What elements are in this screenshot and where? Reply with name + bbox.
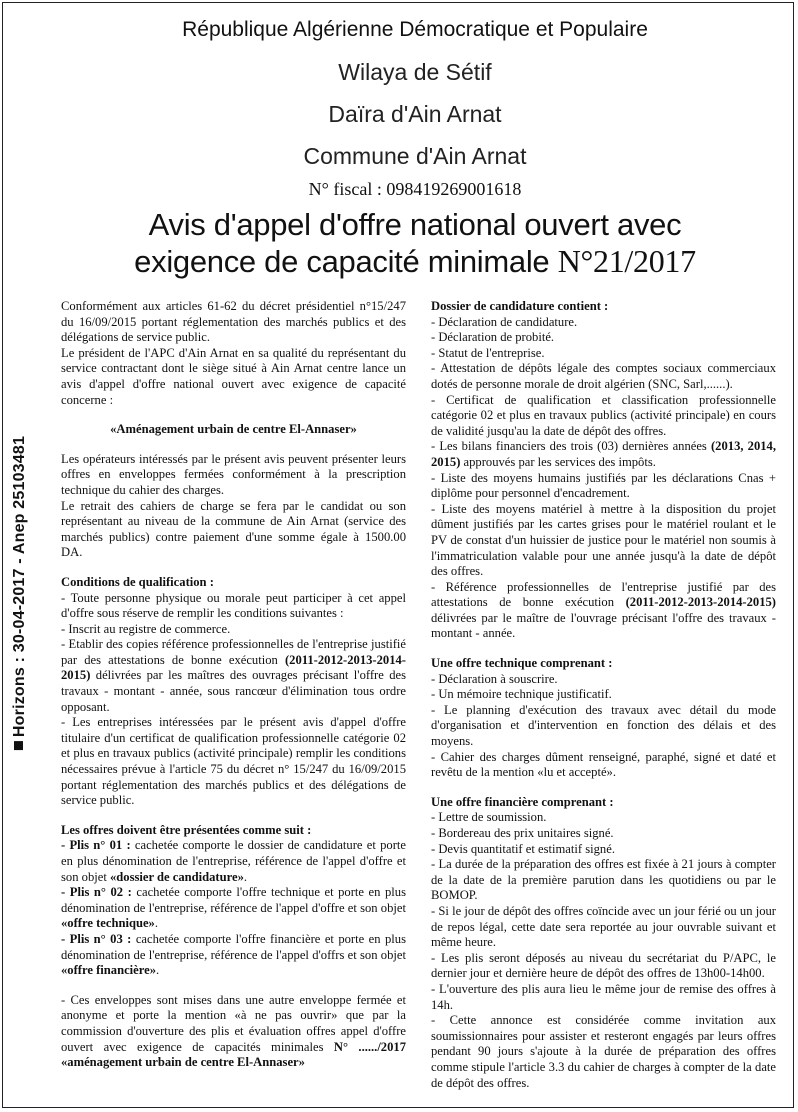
list-item: - La durée de la préparation des offres est fixée à 21 jours à compter de la date de la première parution dans les quotidiens ou par le BOMOP. [431,857,776,903]
list-item: - Liste des moyens matériel à mettre à la disposition du projet dûment justifiés par les cartes grises pour le matériel roulant et le PV de constat d'un huissier de justice pour le matériel non soumis à l'immatriculation valable pour une année jusqu'à la date de dépôt des offres. [431,501,776,579]
section-heading: Les offres doivent être présentées comme suit : [61,822,312,837]
fiscal-number: N° fiscal : 098419269001618 [308,179,522,199]
list-item: - Etablir des copies référence professionnelles de l'entreprise justifié par des attestations de bonne exécution (2011-2012-2013-2014-2015) délivrées par les maîtres des ouvrages précisant l'offre des travaux - montant - année, sous rancœur d'élimination tous ordre opposant. [61,637,406,714]
right-column [431,299,776,1091]
list-item: - Attestation de dépôts légale des comptes sociaux commerciaux dotés de personne morale de droit algérien (SNC, Sarl,......). [431,361,776,391]
list-item: - Les entreprises intéressées par le présent avis d'appel d'offre titulaire d'un certificat de qualification professionnelle catégorie 02 et plus en travaux publics (activité principale) remplir les conditions nécessaires prévue à l'article 75 du décret n° 15/247 du 16/09/2015 portant réglementation des marchés publics et des délégations de service public. [61,715,406,808]
paragraph: Les opérateurs intéressés par le présent avis peuvent présenter leurs offres en enveloppes fermées conformément à la prescription technique du cahier des charges. [61,451,406,497]
list-item: - Plis n° 02 : cachetée comporte l'offre technique et porte en plus dénomination de l'entreprise, référence de l'appel d'offre et son objet «offre technique». [61,885,406,931]
republic-title: République Algérienne Démocratique et Populaire [182,18,648,41]
list-item: - Cahier des charges dûment renseigné, paraphé, signé et daté et revêtu de la mention «lu et accepté». [431,749,776,780]
list-item: - Toute personne physique ou morale peut participer à cet appel d'offre sous réserve de remplir les conditions suivantes : [61,590,406,621]
sidebar-reference [11,436,29,750]
notice-title-text: exigence de capacité minimale [134,244,558,279]
list-item: - Lettre de soumission. [431,810,547,825]
sidebar [3,3,37,1109]
list-item: - L'ouverture des plis aura lieu le même jour de remise des offres à 14h. [431,981,776,1012]
section-heading: Une offre financière comprenant : [431,794,614,809]
list-item: - Liste des moyens humains justifiés par les déclarations Cnas + diplôme pour personnel d'encadrement. [431,470,776,501]
paragraph: Le président de l'APC d'Ain Arnat en sa qualité du représentant du service contractant dont le siège situé à Ain Arnat centre lance un avis d'appel d'offre national ouvert avec exigence de capacité concerne : [61,345,406,407]
paragraph: - Ces enveloppes sont mises dans une autre enveloppe fermée et anonyme et porte la mention «à ne pas ouvrir» que par la commission d'ouverture des plis et évaluation offres appel d'offre ouvert avec exigence de capacités minimales N° ....../2017 «aménagement urbain de centre El-Annaser» [61,992,406,1070]
list-item: - Statut de l'entreprise. [431,345,545,360]
left-column [61,299,406,1071]
list-item: - Plis n° 03 : cachetée comporte l'offre financière et porte en plus dénomination de l'entreprise, référence de l'appel d'offrs et son objet «offre financière». [61,931,406,978]
section-heading: Une offre technique comprenant : [431,656,613,671]
commune-line: Commune d'Ain Arnat [303,143,527,169]
section-heading: Conditions de qualification : [61,574,214,589]
list-item: - Si le jour de dépôt des offres coïncide avec un jour férié ou un jour de repos légal, cette date sera reportée au jour ouvrable suivant et même heure. [431,903,776,950]
list-item: - Un mémoire technique justificatif. [431,687,612,702]
list-item: - Déclaration de candidature. [431,314,578,329]
list-item: - Les plis seront déposés au niveau du secrétariat du P/APC, le dernier jour et dernière heure de dépôt des offres de 13h00-14h00. [431,950,776,981]
paragraph: Le retrait des cahiers de charge se fera par le candidat ou son représentant au niveau de la commune de Ain Arnat (service des marchés publics) contre paiement d'une somme égale à 1500.00 DA. [61,498,406,560]
list-item: - Référence professionnelles de l'entreprise justifié par des attestations de bonne exécution (2011-2012-2013-2014-2015) délivrées par le maître de l'ouvrage précisant l'offre des travaux - montant - année. [431,579,776,641]
list-item: - Bordereau des prix unitaires signé. [431,826,614,840]
list-item: - Certificat de qualification et classification professionnelle catégorie 02 et plus en travaux publics (activité principale) en cours de validité jusqu'au la date de dépôt des offres. [431,392,776,438]
notice-title-line2 [37,243,793,280]
list-item: - Les bilans financiers des trois (03) dernières années (2013, 2014, 2015) approuvés par les services des impôts. [431,439,776,469]
list-item: - Déclaration de probité. [431,330,555,345]
section-heading: Dossier de candidature contient : [431,299,609,313]
daira-line: Daïra d'Ain Arnat [328,101,502,127]
list-item: - Plis n° 01 : cachetée comporte le dossier de candidature et porte en plus dénomination de l'entreprise, référence de l'appel d'offre et son objet «dossier de candidature». [61,838,406,884]
project-name: «Aménagement urbain de centre El-Annaser» [110,422,357,437]
notice-title-line1: Avis d'appel d'offre national ouvert avec [148,207,682,242]
square-bullet-icon [14,741,23,750]
list-item: - Déclaration à souscrire. [431,671,558,686]
wilaya-line: Wilaya de Sétif [338,59,492,85]
list-item: - Cette annonce est considérée comme invitation aux soumissionnaires pour assister et resteront engagés par leurs offres pendant 90 jours s'ajoute à la durée de préparation des offres comme stipule l'article 3.3 du cahier de charges à compter de la date de dépôt des offres. [431,1013,776,1090]
list-item: - Devis quantitatif et estimatif signé. [431,841,615,856]
notice-header [37,3,793,280]
paragraph: Conformément aux articles 61-62 du décret présidentiel n°15/247 du 16/09/2015 portant réglementation des marchés publics et des délégations de service public. [61,299,406,345]
sidebar-reference-text: Horizons : 30-04-2017 - Anep 25103481 [11,435,28,738]
list-item: - Inscrit au registre de commerce. [61,621,231,636]
notice-number: N°21/2017 [557,243,696,279]
notice-frame [2,2,794,1108]
list-item: - Le planning d'exécution des travaux avec détail du mode d'organisation et d'intervention en fonction des délais et des moyens. [431,702,776,749]
notice-title [37,207,793,280]
